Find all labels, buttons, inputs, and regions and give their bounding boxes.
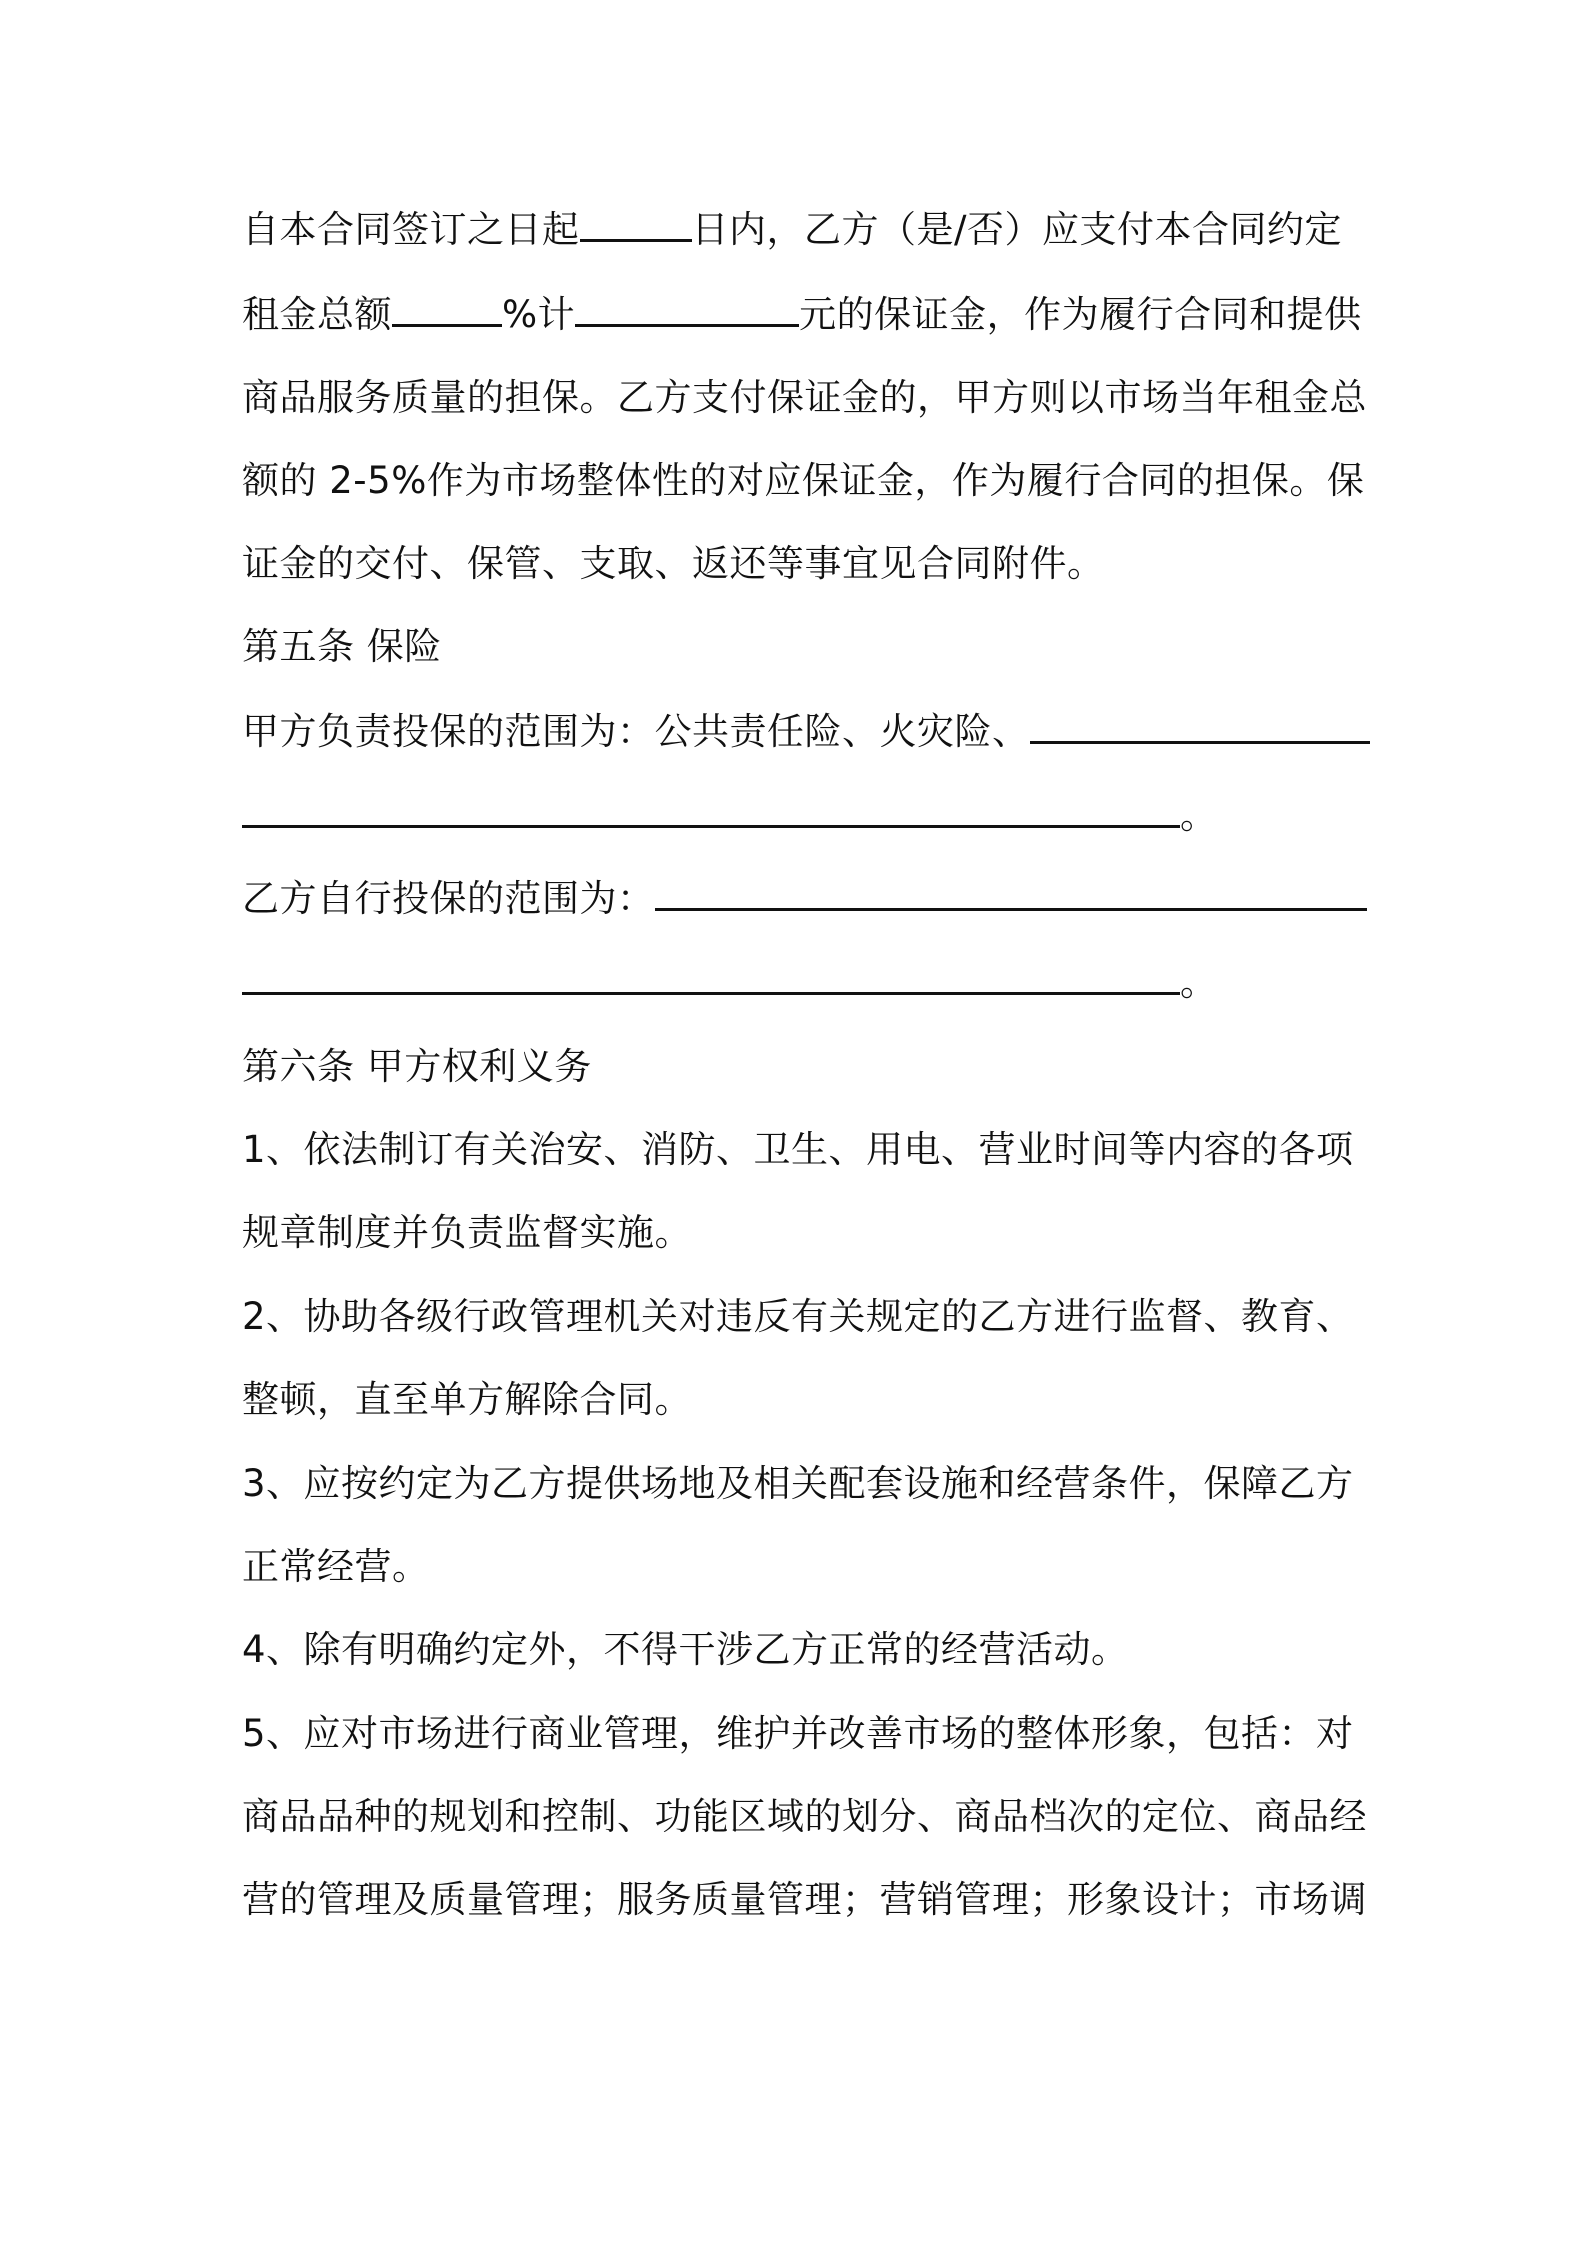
text-line: 规章制度并负责监督实施。 (242, 1211, 692, 1254)
fill-in-blank-insurance-a (1030, 707, 1370, 744)
text-line: 正常经营。 (242, 1545, 430, 1588)
text-segment: 。 (1180, 794, 1218, 837)
text-line: 1、依法制订有关治安、消防、卫生、用电、营业时间等内容的各项 (242, 1128, 1354, 1171)
text-line: 4、除有明确约定外，不得干涉乙方正常的经营活动。 (242, 1628, 1129, 1671)
text-line: 商品服务质量的担保。乙方支付保证金的，甲方则以市场当年租金总 (242, 376, 1367, 419)
text-segment: 租金总额 (242, 293, 392, 336)
text-segment: 乙方自行投保的范围为： (242, 877, 655, 920)
text-line (242, 204, 1362, 256)
text-line: 5、应对市场进行商业管理，维护并改善市场的整体形象，包括：对 (242, 1712, 1354, 1755)
fill-in-blank-insurance-b-cont (242, 958, 1180, 995)
fill-in-blank-days (580, 205, 692, 242)
text-segment: 日内，乙方（是/否）应支付本合同约定 (691, 208, 1342, 251)
text-segment: 。 (1180, 961, 1218, 1004)
text-line: 额的 2-5%作为市场整体性的对应保证金，作为履行合同的担保。保 (242, 459, 1365, 502)
article-heading: 第六条 甲方权利义务 (242, 1045, 592, 1088)
text-line (242, 706, 1362, 758)
text-line: 2、协助各级行政管理机关对违反有关规定的乙方进行监督、教育、 (242, 1295, 1354, 1338)
fill-in-blank-insurance-a-cont (242, 791, 1180, 828)
text-line: 营的管理及质量管理；服务质量管理；营销管理；形象设计；市场调 (242, 1878, 1367, 1921)
text-segment: %计 (502, 293, 576, 336)
text-segment: 元的保证金，作为履行合同和提供 (799, 293, 1362, 336)
text-line: 商品品种的规划和控制、功能区域的划分、商品档次的定位、商品经 (242, 1795, 1367, 1838)
article-heading: 第五条 保险 (242, 625, 442, 668)
text-line (242, 957, 1362, 1009)
text-line: 证金的交付、保管、支取、返还等事宜见合同附件。 (242, 542, 1105, 585)
fill-in-blank-insurance-b (655, 874, 1367, 911)
text-line (242, 289, 1362, 341)
text-line (242, 873, 1362, 925)
text-line (242, 790, 1362, 842)
text-segment: 自本合同签订之日起 (242, 208, 580, 251)
fill-in-blank-amount (575, 290, 799, 327)
text-line: 整顿，直至单方解除合同。 (242, 1378, 692, 1421)
text-line: 3、应按约定为乙方提供场地及相关配套设施和经营条件，保障乙方 (242, 1462, 1354, 1505)
fill-in-blank-percent (392, 290, 502, 327)
text-segment: 甲方负责投保的范围为：公共责任险、火灾险、 (242, 710, 1030, 753)
